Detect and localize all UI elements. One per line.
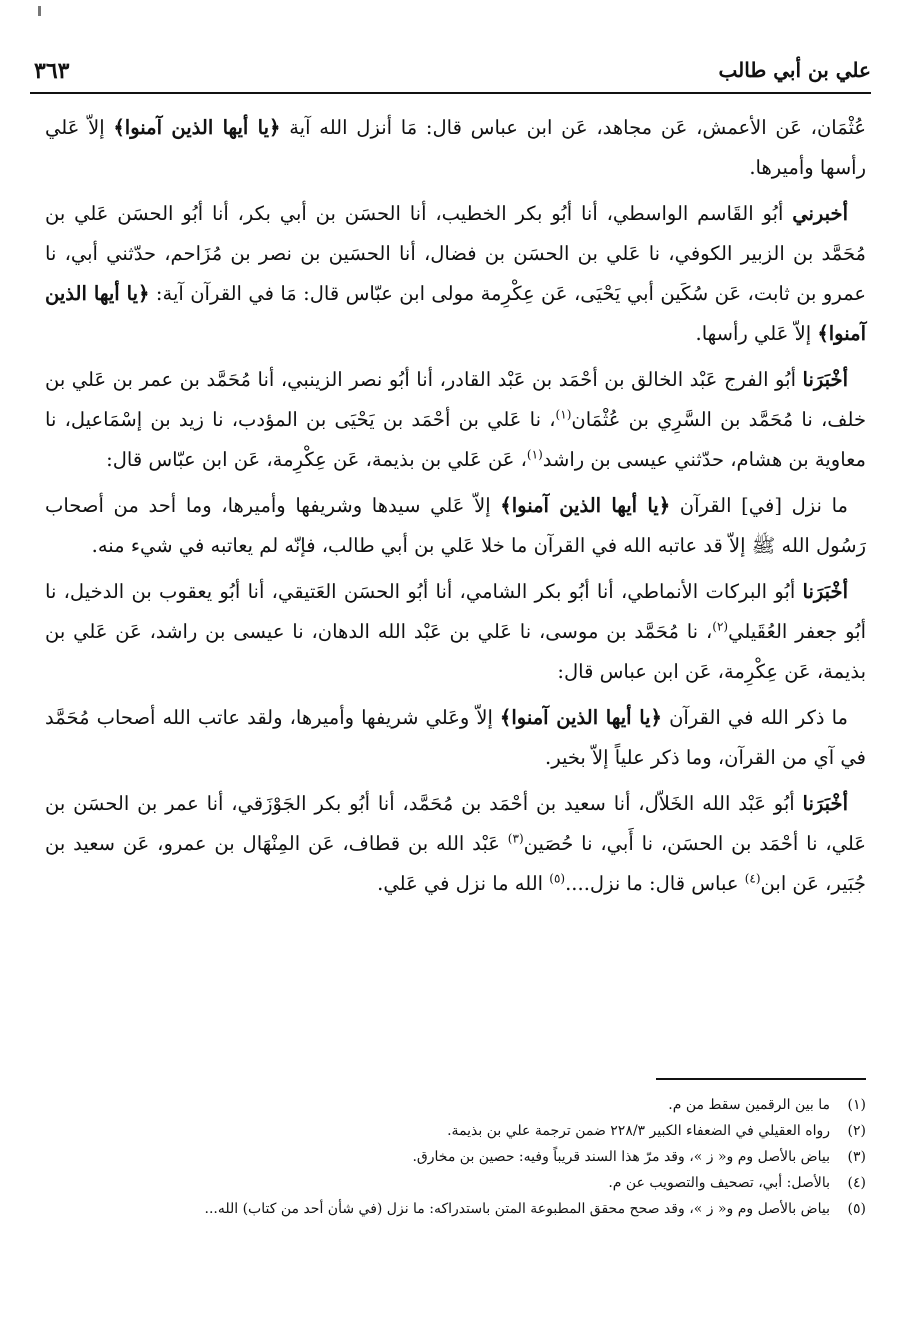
footnote-item (45, 1118, 866, 1144)
paragraph-4 (45, 486, 866, 566)
text-run: ما ذكر الله في القرآن (662, 706, 848, 729)
paragraph-7 (45, 784, 866, 904)
narration-keyword: أخْبَرَنا (802, 792, 848, 815)
text-run: إلاّ وعَلي شريفها وأميرها، ولقد عاتب الله أصحاب مُحَمَّد في آي من القرآن، وما ذكر علياً إلاّ بخير. (45, 706, 866, 769)
text-run: إلاّ عَلي سيدها وشريفها وأميرها، وما أحد من أصحاب رَسُول الله ﷺ إلاّ قد عاتبه الله في القرآن ما خلا عَلي بن أبي طالب، فإنّه لم يعاتبه في شيء منه. (45, 494, 866, 557)
footnote-divider (656, 1078, 866, 1080)
text-run: أبُو القَاسم الواسطي، أنا أبُو بكر الخطيب، أنا الحسَن بن أبي بكر، أنا أبُو الحسَن عَلي بن مُحَمَّد بن الزبير الكوفي، نا عَلي بن الحسَن بن فضال، أنا الحسَين بن نصر بن مُزَاحم، حدّثني أبي، نا عمرو بن ثابت، عَن سُكَين أبي يَحْيَى، عَن عِكْرِمة مولى ابن عبّاس قال: مَا في القرآن آية: (45, 202, 867, 305)
narration-keyword: أخْبَرَنا (802, 580, 848, 603)
footnote-ref[interactable]: (٢) (712, 619, 729, 634)
paragraph-1 (45, 108, 866, 188)
quran-quote: ﴿يا أيها الذين آمنوا﴾ (500, 494, 671, 517)
text-run: الله ما نزل في عَلي. (377, 872, 550, 895)
footnote-ref[interactable]: (٣) (507, 831, 524, 846)
text-run: ، عَن عَلي بن بذيمة، عَن عِكْرِمة، عَن ابن عبّاس قال: (106, 448, 527, 471)
footnote-text: ما بين الرقمين سقط من م. (668, 1097, 830, 1113)
text-run: عُثْمَان، عَن الأعمش، عَن مجاهد، عَن ابن عباس قال: مَا أنزل الله آية (280, 116, 867, 139)
page-header (30, 56, 871, 94)
footnote-text: بالأصل: أبي، تصحيف والتصويب عن م. (608, 1175, 830, 1191)
text-run: أبُو البركات الأنماطي، أنا أبُو بكر الشامي، أنا أبُو الحسَن العَتيقي، أنا أبُو يعقوب بن الدخيل، نا أبُو جعفر العُقَيلي (45, 580, 866, 643)
footnote-text: بياض بالأصل وم و« ز »، وقد مرّ هذا السند قريباً وفيه: حصين بن مخارق. (412, 1149, 830, 1165)
scan-mark (38, 6, 41, 16)
text-run: ، نا مُحَمَّد بن موسى، نا عَلي بن عَبْد الله الدهان، نا عيسى بن راشد، عَن عَلي بن بذيمة، عَن عِكْرِمة، عَن ابن عباس قال: (45, 620, 866, 683)
paragraph-3 (45, 360, 866, 480)
footnote-item (45, 1092, 866, 1118)
narration-keyword: أخْبَرَنا (802, 368, 848, 391)
paragraph-2 (45, 194, 866, 354)
footnote-number: (٢) (847, 1123, 866, 1139)
footnote-item (45, 1170, 866, 1196)
footnote-ref[interactable]: (٥) (549, 871, 566, 886)
running-title: علي بن أبي طالب (718, 58, 871, 82)
footnote-ref[interactable]: (١) (526, 447, 543, 462)
footnote-number: (٥) (847, 1201, 866, 1217)
footnote-number: (٣) (847, 1149, 866, 1165)
quran-quote: ﴿يا أيها الذين آمنوا﴾ (499, 706, 662, 729)
text-run: أبُو الفرج عَبْد الخالق بن أحْمَد بن عَبْد القادر، أنا أبُو نصر الزينبي، أنا مُحَمَّد بن عمر بن عَلي بن خلف، نا مُحَمَّد بن السَّرِي بن عُثْمَان (45, 368, 866, 431)
footnote-ref[interactable]: (١) (555, 407, 572, 422)
paragraph-5 (45, 572, 866, 692)
main-text (45, 108, 866, 910)
footnote-ref[interactable]: (٤) (744, 871, 761, 886)
text-run: عَبْد الله بن قطاف، عَن المِنْهَال بن عمرو، عَن سعيد بن جُبَير، عَن ابن (45, 832, 866, 895)
quran-quote: ﴿يا أيها الذين آمنوا﴾ (113, 116, 281, 139)
text-run: عباس قال: ما نزل.... (565, 872, 745, 895)
narration-keyword: أخبرني (792, 202, 848, 225)
text-run: ، نا عَلي بن أحْمَد بن يَحْيَى بن المؤدب، نا زيد بن إسْمَاعيل، نا معاوية بن هشام، حدّثني عيسى بن راشد (45, 408, 866, 471)
footnote-number: (٤) (847, 1175, 866, 1191)
footnote-text: بياض بالأصل وم و« ز »، وقد صحح محقق المطبوعة المتن باستدراكه: ما نزل (في شأن أحد من كتاب) الله... (204, 1201, 830, 1217)
footnote-text: رواه العقيلي في الضعفاء الكبير ٢٢٨/٣ ضمن ترجمة علي بن بذيمة. (447, 1123, 830, 1139)
footnote-item (45, 1144, 866, 1170)
text-run: أبُو عَبْد الله الخَلاّل، أنا سعيد بن أحْمَد بن مُحَمَّد، أنا أبُو بكر الجَوْزَقي، أنا عمر بن الحسَن بن عَلي، نا أحْمَد بن الحسَن، نا أَبي، نا حُصَين (45, 792, 866, 855)
footnote-item (45, 1196, 866, 1222)
text-run: ما نزل [في] القرآن (670, 494, 849, 517)
footnotes (45, 1092, 866, 1222)
text-run: إلاّ عَلي رأسها وأميرها. (45, 116, 866, 179)
footnote-number: (١) (847, 1097, 866, 1113)
paragraph-6 (45, 698, 866, 778)
page-number: ٣٦٣ (34, 58, 70, 84)
text-run: إلاّ عَلي رأسها. (695, 322, 818, 345)
quran-quote: ﴿يا أيها الذين آمنوا﴾ (45, 282, 866, 345)
